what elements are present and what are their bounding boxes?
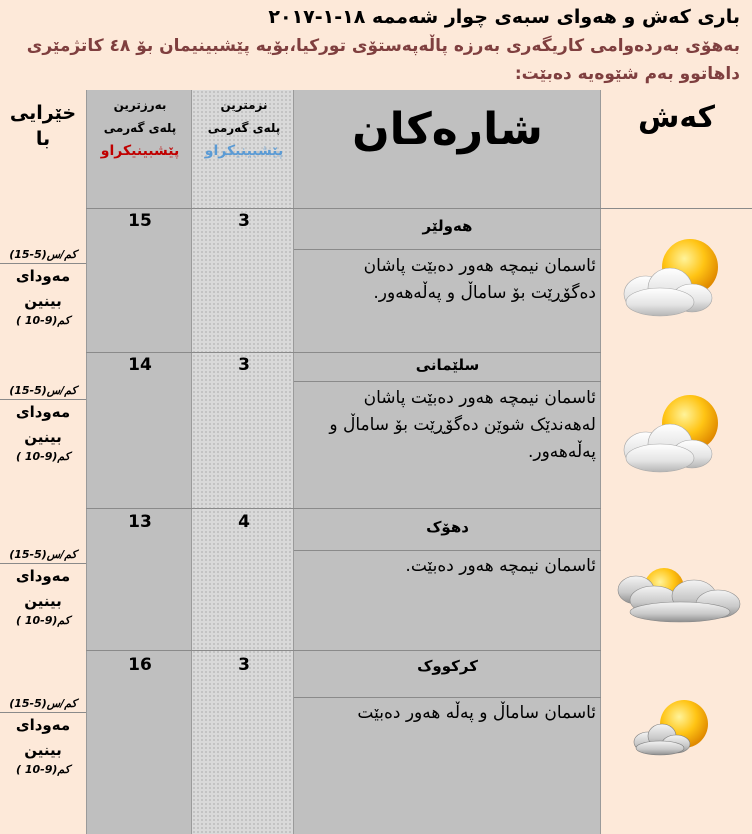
wind-visibility-cell [0,697,86,776]
visibility-label: بینین [24,592,62,610]
max-header-line2: پلەی گەرمی [103,121,177,135]
min-header-predicted: پێشبینیکراو [204,143,284,159]
min-temp-column [192,90,294,834]
visibility-range: ( 10-9)کم [16,763,70,776]
max-temp-header [88,94,192,163]
wind-speed-header [0,100,86,152]
min-temp-value: 3 [238,655,250,675]
visibility-label: مەودای [15,267,71,285]
wind-visibility-cell [0,384,86,463]
city-name: دهۆک [426,518,469,536]
page-subtitle: بەهۆی بەردەوامی کاریگەری بەرزە پاڵەپەستۆی تورکیا،بۆیە پێشبینیمان بۆ ٤٨ کاتژمێری [26,36,740,56]
min-temp-value: 3 [238,211,250,231]
max-header-line1: بەرزترین [113,98,167,112]
weather-description: ئاسمان ساماڵ و پەڵە هەور دەبێت [357,703,596,723]
max-temp-value: 15 [128,211,152,231]
visibility-label: مەودای [15,403,71,421]
visibility-range: ( 10-9)کم [16,450,70,463]
sunny-cloud-icon [626,690,726,770]
partly-cloudy-icon [620,388,730,478]
mostly-cloudy-icon [614,552,744,632]
wind-header-line2: با [35,128,51,150]
min-header-line2: پلەی گەرمی [207,121,281,135]
visibility-range: ( 10-9)کم [16,614,70,627]
min-temp-header [194,94,294,163]
row-divider [86,650,601,651]
city-name-divider [294,381,601,382]
wind-header-line1: خێرایی [9,102,77,124]
min-temp-value: 3 [238,355,250,375]
wind-visibility-cell [0,548,86,627]
page-header [0,0,752,90]
visibility-label: مەودای [15,716,71,734]
wind-speed: (15-5)کم/س [0,248,86,264]
wind-visibility-cell [0,248,86,327]
row-divider [86,508,601,509]
wind-speed: (15-5)کم/س [0,384,86,400]
max-temp-value: 16 [128,655,152,675]
visibility-label: مەودای [15,567,71,585]
max-temp-value: 13 [128,512,152,532]
city-name-divider [294,249,601,250]
min-temp-value: 4 [238,512,250,532]
visibility-range: ( 10-9)کم [16,314,70,327]
wind-speed: (15-5)کم/س [0,548,86,564]
weather-description: ئاسمان نیمچە هەور دەبێت پاشان دەگۆڕێت بۆ ساماڵ و پەڵەهەور. [363,256,596,303]
row-divider [86,208,752,209]
visibility-label: بینین [24,741,62,759]
max-header-predicted: پێشبینیکراو [100,143,180,159]
city-name: هەولێر [422,217,473,235]
weather-header: کەش [637,100,716,135]
city-name: سلێمانی [415,356,480,374]
max-temp-value: 14 [128,355,152,375]
visibility-label: بینین [24,292,62,310]
max-temp-column [86,90,192,834]
cities-header: شارەکان [352,104,543,155]
partly-cloudy-icon [620,232,730,322]
min-header-line1: نزمترین [220,98,268,112]
row-divider [86,352,601,353]
wind-speed: (15-5)کم/س [0,697,86,713]
page-subtitle-continued: داهاتوو بەم شێوەیە دەبێت: [514,64,740,84]
weather-description: ئاسمان نیمچە هەور دەبێت پاشان لەهەندێک شوێن دەگۆڕێت بۆ ساماڵ و پەڵەهەور. [329,388,596,462]
city-name-divider [294,550,601,551]
city-name-divider [294,697,601,698]
page-title: باری کەش و هەوای سبەی چوار شەممە ١٨-١-٢٠١٧ [268,6,740,28]
visibility-label: بینین [24,428,62,446]
weather-description: ئاسمان نیمچە هەور دەبێت. [405,556,596,576]
city-name: کرکووک [417,657,478,675]
